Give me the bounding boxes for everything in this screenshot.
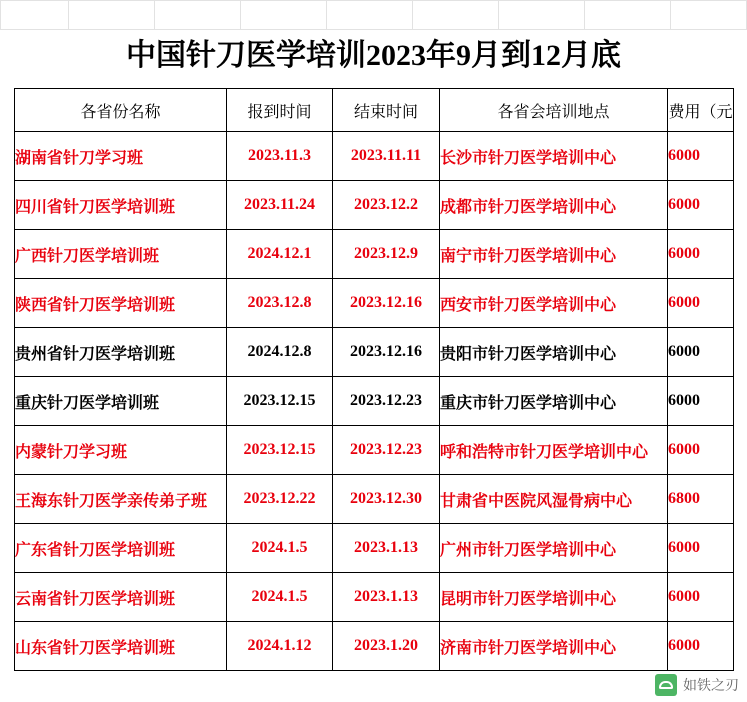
cell-training-place: 贵阳市针刀医学培训中心 [440,328,668,377]
header-start-time: 报到时间 [227,89,333,132]
cell-training-place: 西安市针刀医学培训中心 [440,279,668,328]
cell-province-name: 内蒙针刀学习班 [15,426,227,475]
cell-province-name: 贵州省针刀医学培训班 [15,328,227,377]
cell-province-name: 云南省针刀医学培训班 [15,573,227,622]
account-logo-icon [655,674,677,696]
cell-training-place: 昆明市针刀医学培训中心 [440,573,668,622]
cell-training-place: 南宁市针刀医学培训中心 [440,230,668,279]
cell-province-name: 广西针刀医学培训班 [15,230,227,279]
cell-start-time: 2023.12.15 [227,426,333,475]
page-title: 中国针刀医学培训2023年9月到12月底 [126,39,621,72]
cell-end-time: 2023.1.20 [333,622,440,671]
table-row [15,377,734,426]
cell-start-time: 2024.1.12 [227,622,333,671]
cell-start-time: 2024.1.5 [227,573,333,622]
cell-end-time: 2023.12.23 [333,426,440,475]
table-row [15,328,734,377]
cell-start-time: 2024.12.1 [227,230,333,279]
header-fee: 费用（元 [668,89,734,132]
cell-end-time: 2023.12.9 [333,230,440,279]
table-row [15,622,734,671]
cell-end-time: 2023.1.13 [333,573,440,622]
cell-fee: 6000 [668,622,734,671]
cell-start-time: 2023.12.8 [227,279,333,328]
cell-fee: 6000 [668,328,734,377]
cell-fee: 6800 [668,475,734,524]
account-watermark [655,674,739,696]
cell-fee: 6000 [668,132,734,181]
table-row [15,524,734,573]
cell-fee: 6000 [668,524,734,573]
cell-training-place: 广州市针刀医学培训中心 [440,524,668,573]
cell-province-name: 王海东针刀医学亲传弟子班 [15,475,227,524]
background-spreadsheet-grid [0,0,747,30]
header-training-place: 各省会培训地点 [440,89,668,132]
cell-end-time: 2023.1.13 [333,524,440,573]
cell-province-name: 湖南省针刀学习班 [15,132,227,181]
cell-fee: 6000 [668,573,734,622]
table-row [15,475,734,524]
cell-start-time: 2024.12.8 [227,328,333,377]
table-row [15,230,734,279]
cell-start-time: 2023.12.22 [227,475,333,524]
cell-end-time: 2023.12.16 [333,328,440,377]
cell-end-time: 2023.12.30 [333,475,440,524]
cell-training-place: 重庆市针刀医学培训中心 [440,377,668,426]
header-end-time: 结束时间 [333,89,440,132]
table-row [15,181,734,230]
cell-start-time: 2024.1.5 [227,524,333,573]
table-body [15,132,734,671]
cell-fee: 6000 [668,377,734,426]
cell-fee: 6000 [668,181,734,230]
table-header-row [15,89,734,132]
cell-start-time: 2023.11.3 [227,132,333,181]
cell-training-place: 呼和浩特市针刀医学培训中心 [440,426,668,475]
cell-fee: 6000 [668,279,734,328]
table-row [15,426,734,475]
cell-end-time: 2023.11.11 [333,132,440,181]
cell-province-name: 陕西省针刀医学培训班 [15,279,227,328]
cell-province-name: 重庆针刀医学培训班 [15,377,227,426]
cell-fee: 6000 [668,426,734,475]
cell-start-time: 2023.12.15 [227,377,333,426]
cell-training-place: 济南市针刀医学培训中心 [440,622,668,671]
cell-end-time: 2023.12.16 [333,279,440,328]
header-province-name: 各省份名称 [15,89,227,132]
table-row [15,132,734,181]
cell-training-place: 长沙市针刀医学培训中心 [440,132,668,181]
cell-fee: 6000 [668,230,734,279]
cell-training-place: 甘肃省中医院风湿骨病中心 [440,475,668,524]
account-name: 如铁之刃 [683,677,739,693]
table-row [15,279,734,328]
cell-province-name: 山东省针刀医学培训班 [15,622,227,671]
cell-training-place: 成都市针刀医学培训中心 [440,181,668,230]
cell-province-name: 四川省针刀医学培训班 [15,181,227,230]
training-schedule-table [14,88,734,671]
cell-end-time: 2023.12.23 [333,377,440,426]
table-row [15,573,734,622]
cell-end-time: 2023.12.2 [333,181,440,230]
cell-start-time: 2023.11.24 [227,181,333,230]
cell-province-name: 广东省针刀医学培训班 [15,524,227,573]
